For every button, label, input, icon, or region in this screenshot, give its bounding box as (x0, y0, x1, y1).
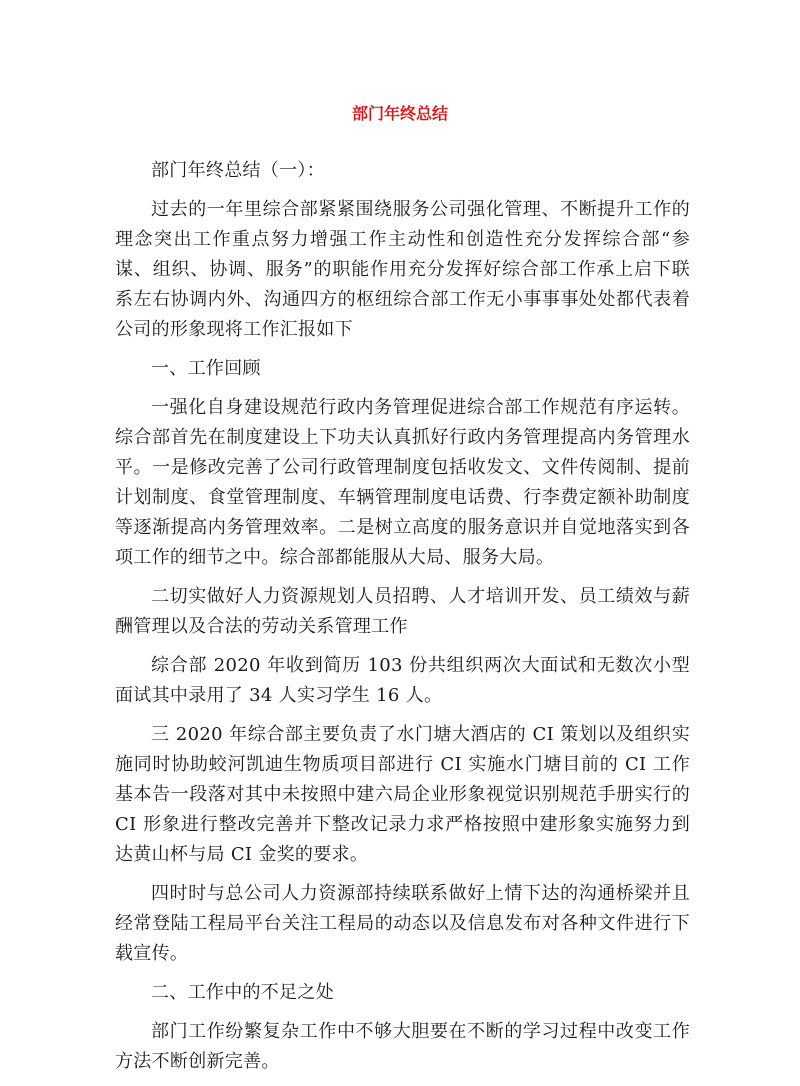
paragraph-item-two: 二切实做好人力资源规划人员招聘、人才培训开发、员工绩效与薪酬管理以及合法的劳动关系管理工作 (115, 586, 690, 637)
document-body (115, 156, 690, 1086)
section-heading-review: 一、工作回顾 (151, 358, 261, 379)
paragraph-shortcomings: 部门工作纷繁复杂工作中不够大胆要在不断的学习过程中改变工作方法不断创新完善。 (115, 1021, 690, 1072)
paragraph-item-one: 一强化自身建设规范行政内务管理促进综合部工作规范有序运转。综合部首先在制度建设上下功夫认真抓好行政内务管理提高内务管理水平。一是修改完善了公司行政管理制度包括收发文、文件传阅制、提前计划制度、食堂管理制度、车辆管理制度电话费、行李费定额补助制度等逐渐提高内务管理效率。二是树立高度的服务意识并自觉地落实到各项工作的细节之中。综合部都能服从大局、服务大局。 (115, 397, 690, 568)
paragraph-item-three: 三 2020 年综合部主要负责了水门塘大酒店的 CI 策划以及组织实施同时协助蛟河凯迪生物质项目部进行 CI 实施水门塘目前的 CI 工作基本告一段落对其中未按照中建六局企业形象视觉识别规范手册实行的 CI 形象进行整改完善并下整改记录力求严格按照中建形象实施努力到达黄山杯与局 CI 金奖的要求。 (115, 724, 690, 865)
paragraph-recruitment: 综合部 2020 年收到简历 103 份共组织两次大面试和无数次小型面试其中录用了 34 人实习学生 16 人。 (115, 655, 690, 706)
paragraph-item-four: 四时时与总公司人力资源部持续联系做好上情下达的沟通桥梁并且经常登陆工程局平台关注工程局的动态以及信息发布对各种文件进行下载宣传。 (115, 883, 690, 964)
section-heading-shortcomings: 二、工作中的不足之处 (151, 982, 334, 1003)
paragraph-intro: 过去的一年里综合部紧紧围绕服务公司强化管理、不断提升工作的理念突出工作重点努力增强工作主动性和创造性充分发挥综合部“参谋、组织、协调、服务”的职能作用充分发挥好综合部工作承上启下联系左右协调内外、沟通四方的枢纽综合部工作无小事事事处处都代表着公司的形象现将工作汇报如下 (115, 199, 690, 340)
document-title: 部门年终总结 (351, 104, 448, 123)
paragraph-heading-part-one: 部门年终总结（一）： (151, 160, 325, 181)
